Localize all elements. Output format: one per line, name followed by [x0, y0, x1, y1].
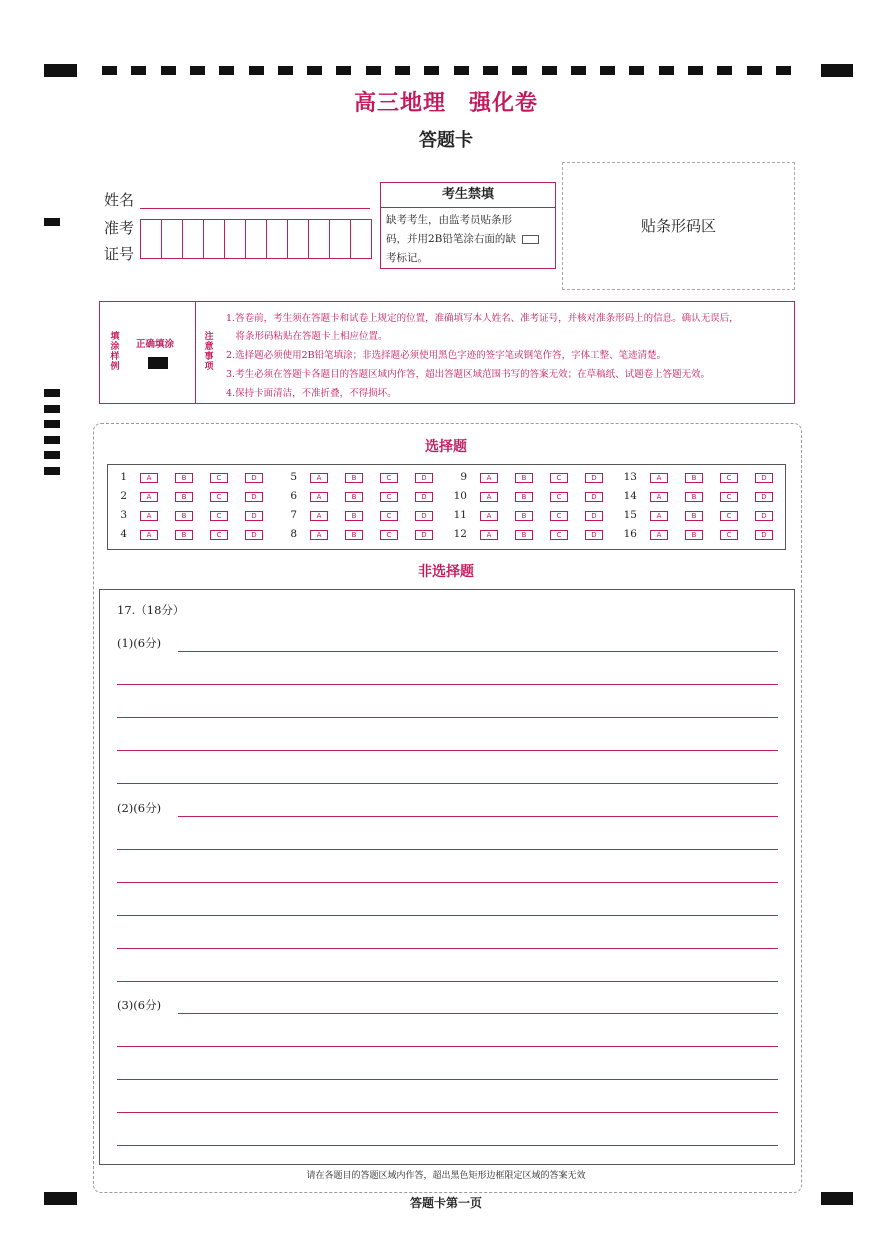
timing-mark — [44, 420, 60, 428]
option-bubble-a[interactable]: A — [310, 530, 328, 540]
footer-note: 请在各题目的答题区域内作答，超出黑色矩形边框限定区域的答案无效 — [306, 1171, 586, 1181]
exam-id-digit-box[interactable] — [204, 220, 225, 258]
answer-line[interactable] — [117, 1046, 778, 1047]
absent-box — [380, 182, 556, 269]
absent-box-heading: 考生禁填 — [381, 183, 555, 208]
option-bubble-d[interactable]: D — [585, 511, 603, 521]
option-bubble-c[interactable]: C — [210, 492, 228, 502]
option-bubble-b[interactable]: B — [685, 473, 703, 483]
timing-mark-top-right — [821, 64, 853, 77]
exam-id-digit-box[interactable] — [183, 220, 204, 258]
option-bubble-a[interactable]: A — [140, 473, 158, 483]
part-2-label: (2)(6分) — [117, 801, 162, 815]
question-number: 2 — [120, 490, 127, 502]
option-bubble-d[interactable]: D — [245, 511, 263, 521]
question-number: 16 — [623, 528, 637, 540]
exam-id-digit-box[interactable] — [246, 220, 267, 258]
question-number: 6 — [290, 490, 297, 502]
question-number: 11 — [453, 509, 467, 521]
answer-line[interactable] — [117, 849, 778, 850]
option-bubble-d[interactable]: D — [245, 530, 263, 540]
option-bubble-c[interactable]: C — [720, 530, 738, 540]
exam-id-field[interactable] — [140, 219, 372, 259]
question-17-label: 17.（18分） — [117, 603, 185, 617]
timing-mark — [717, 66, 732, 75]
answer-line[interactable] — [117, 915, 778, 916]
option-bubble-c[interactable]: C — [380, 511, 398, 521]
notes-divider — [195, 302, 196, 403]
timing-mark — [366, 66, 381, 75]
exam-id-digit-box[interactable] — [309, 220, 330, 258]
answer-line[interactable] — [117, 1112, 778, 1113]
option-bubble-d[interactable]: D — [415, 530, 433, 540]
exam-id-label-1: 准考 — [104, 219, 135, 237]
option-bubble-d[interactable]: D — [755, 530, 773, 540]
option-bubble-d[interactable]: D — [585, 530, 603, 540]
correct-fill-label: 正确填涂 — [136, 339, 175, 350]
answer-line[interactable] — [117, 750, 778, 751]
exam-id-digit-box[interactable] — [267, 220, 288, 258]
option-bubble-d[interactable]: D — [415, 492, 433, 502]
timing-mark — [395, 66, 410, 75]
question-number: 9 — [460, 471, 467, 483]
option-bubble-b[interactable]: B — [685, 492, 703, 502]
answer-line[interactable] — [117, 684, 778, 685]
part-3-label: (3)(6分) — [117, 998, 162, 1012]
question-number: 3 — [120, 509, 127, 521]
timing-mark — [600, 66, 615, 75]
name-label: 姓名 — [104, 191, 135, 209]
mcq-grid — [107, 464, 786, 550]
option-bubble-a[interactable]: A — [480, 473, 498, 483]
option-bubble-c[interactable]: C — [550, 530, 568, 540]
timing-mark — [659, 66, 674, 75]
option-bubble-d[interactable]: D — [245, 492, 263, 502]
note-line-3: 2.选择题必须使用2B铅笔填涂；非选择题必须使用黑色字迹的签字笔或钢笔作答，字体工整、笔迹清楚。 — [226, 350, 667, 361]
option-bubble-b[interactable]: B — [685, 530, 703, 540]
timing-mark — [102, 66, 117, 75]
option-bubble-b[interactable]: B — [175, 492, 193, 502]
answer-line[interactable] — [117, 948, 778, 949]
question-number: 1 — [120, 471, 127, 483]
timing-mark — [542, 66, 557, 75]
answer-line[interactable] — [117, 717, 778, 718]
page-label: 答题卡第一页 — [409, 1196, 482, 1210]
option-bubble-c[interactable]: C — [210, 530, 228, 540]
timing-mark — [454, 66, 469, 75]
option-bubble-b[interactable]: B — [515, 530, 533, 540]
page-subtitle: 答题卡 — [419, 130, 473, 151]
notes-box — [99, 301, 795, 404]
timing-mark — [571, 66, 586, 75]
barcode-area[interactable] — [562, 162, 795, 290]
option-bubble-b[interactable]: B — [175, 530, 193, 540]
question-number: 15 — [623, 509, 637, 521]
answer-line[interactable] — [117, 1145, 778, 1146]
answer-line[interactable] — [117, 783, 778, 784]
option-bubble-c[interactable]: C — [380, 530, 398, 540]
part-1-label: (1)(6分) — [117, 636, 162, 650]
answer-line[interactable] — [117, 882, 778, 883]
answer-line[interactable] — [178, 651, 778, 652]
free-response-title: 非选择题 — [418, 564, 474, 580]
option-bubble-b[interactable]: B — [345, 530, 363, 540]
exam-id-label-2: 证号 — [104, 245, 135, 263]
option-bubble-c[interactable]: C — [210, 511, 228, 521]
name-field[interactable] — [140, 208, 370, 209]
timing-mark — [424, 66, 439, 75]
question-number: 7 — [290, 509, 297, 521]
option-bubble-c[interactable]: C — [550, 511, 568, 521]
option-bubble-b[interactable]: B — [175, 511, 193, 521]
option-bubble-c[interactable]: C — [720, 511, 738, 521]
note-line-2: 将条形码粘贴在答题卡上相应位置。 — [226, 331, 388, 342]
timing-mark — [190, 66, 205, 75]
answer-line[interactable] — [178, 1013, 778, 1014]
option-bubble-b[interactable]: B — [515, 511, 533, 521]
exam-id-digit-box[interactable] — [225, 220, 246, 258]
exam-id-digit-box[interactable] — [330, 220, 351, 258]
exam-id-digit-box[interactable] — [288, 220, 309, 258]
question-number: 14 — [623, 490, 637, 502]
option-bubble-d[interactable]: D — [585, 492, 603, 502]
option-bubble-d[interactable]: D — [755, 511, 773, 521]
option-bubble-a[interactable]: A — [310, 492, 328, 502]
option-bubble-b[interactable]: B — [175, 473, 193, 483]
option-bubble-a[interactable]: A — [480, 511, 498, 521]
note-line-5: 4.保持卡面清洁，不准折叠，不得损坏。 — [226, 388, 397, 399]
question-number: 12 — [453, 528, 467, 540]
question-number: 10 — [453, 490, 467, 502]
exam-id-digit-box[interactable] — [162, 220, 183, 258]
timing-mark — [219, 66, 234, 75]
timing-mark — [278, 66, 293, 75]
question-number: 4 — [120, 528, 127, 540]
option-bubble-d[interactable]: D — [415, 511, 433, 521]
note-line-4: 3.考生必须在答题卡各题目的答题区域内作答，超出答题区域范围书写的答案无效；在草稿纸、试题卷上答题无效。 — [226, 369, 711, 380]
option-bubble-b[interactable]: B — [515, 473, 533, 483]
option-bubble-a[interactable]: A — [480, 492, 498, 502]
option-bubble-c[interactable]: C — [720, 473, 738, 483]
option-bubble-c[interactable]: C — [380, 473, 398, 483]
timing-mark — [747, 66, 762, 75]
timing-mark — [131, 66, 146, 75]
timing-mark — [483, 66, 498, 75]
option-bubble-b[interactable]: B — [345, 473, 363, 483]
absent-box-text: 缺考考生，由监考员贴条形码，并用2B铅笔涂右面的缺考标记。 — [386, 214, 516, 264]
question-number: 13 — [623, 471, 637, 483]
exam-id-digit-box[interactable] — [141, 220, 162, 258]
timing-mark-left-1 — [44, 218, 60, 226]
option-bubble-a[interactable]: A — [650, 492, 668, 502]
option-bubble-a[interactable]: A — [650, 530, 668, 540]
option-bubble-c[interactable]: C — [210, 473, 228, 483]
option-bubble-a[interactable]: A — [140, 530, 158, 540]
free-response-area — [99, 589, 795, 1165]
correct-fill-swatch — [148, 357, 168, 369]
option-bubble-a[interactable]: A — [310, 473, 328, 483]
option-bubble-d[interactable]: D — [585, 473, 603, 483]
question-number: 8 — [290, 528, 297, 540]
timing-mark — [776, 66, 791, 75]
timing-mark — [512, 66, 527, 75]
mcq-title: 选择题 — [425, 439, 467, 455]
option-bubble-c[interactable]: C — [720, 492, 738, 502]
page-title: 高三地理 强化卷 — [353, 91, 538, 116]
option-bubble-a[interactable]: A — [480, 530, 498, 540]
exam-id-digit-box[interactable] — [351, 220, 371, 258]
answer-line[interactable] — [178, 816, 778, 817]
option-bubble-d[interactable]: D — [415, 473, 433, 483]
option-bubble-d[interactable]: D — [245, 473, 263, 483]
absent-mark-checkbox[interactable] — [522, 235, 539, 244]
timing-mark — [688, 66, 703, 75]
option-bubble-a[interactable]: A — [650, 473, 668, 483]
option-bubble-a[interactable]: A — [650, 511, 668, 521]
timing-mark — [44, 467, 60, 475]
option-bubble-d[interactable]: D — [755, 473, 773, 483]
timing-mark — [307, 66, 322, 75]
timing-mark — [44, 405, 60, 413]
answer-line[interactable] — [117, 981, 778, 982]
fill-example-label: 填涂样例 — [110, 332, 120, 372]
attention-label: 注意事项 — [204, 332, 214, 372]
note-line-1: 1.答卷前，考生须在答题卡和试卷上规定的位置，准确填写本人姓名、准考证号，并核对准条形码上的信息。确认无误后， — [226, 313, 739, 324]
option-bubble-a[interactable]: A — [310, 511, 328, 521]
answer-line[interactable] — [117, 1079, 778, 1080]
option-bubble-c[interactable]: C — [550, 492, 568, 502]
option-bubble-c[interactable]: C — [380, 492, 398, 502]
option-bubble-b[interactable]: B — [345, 492, 363, 502]
option-bubble-a[interactable]: A — [140, 511, 158, 521]
option-bubble-c[interactable]: C — [550, 473, 568, 483]
timing-mark-top-left — [44, 64, 77, 77]
question-number: 5 — [290, 471, 297, 483]
option-bubble-b[interactable]: B — [685, 511, 703, 521]
option-bubble-a[interactable]: A — [140, 492, 158, 502]
timing-mark — [44, 389, 60, 397]
option-bubble-d[interactable]: D — [755, 492, 773, 502]
timing-mark — [336, 66, 351, 75]
timing-mark — [161, 66, 176, 75]
option-bubble-b[interactable]: B — [515, 492, 533, 502]
timing-mark — [629, 66, 644, 75]
option-bubble-b[interactable]: B — [345, 511, 363, 521]
barcode-label: 贴条形码区 — [640, 217, 716, 235]
timing-mark — [249, 66, 264, 75]
